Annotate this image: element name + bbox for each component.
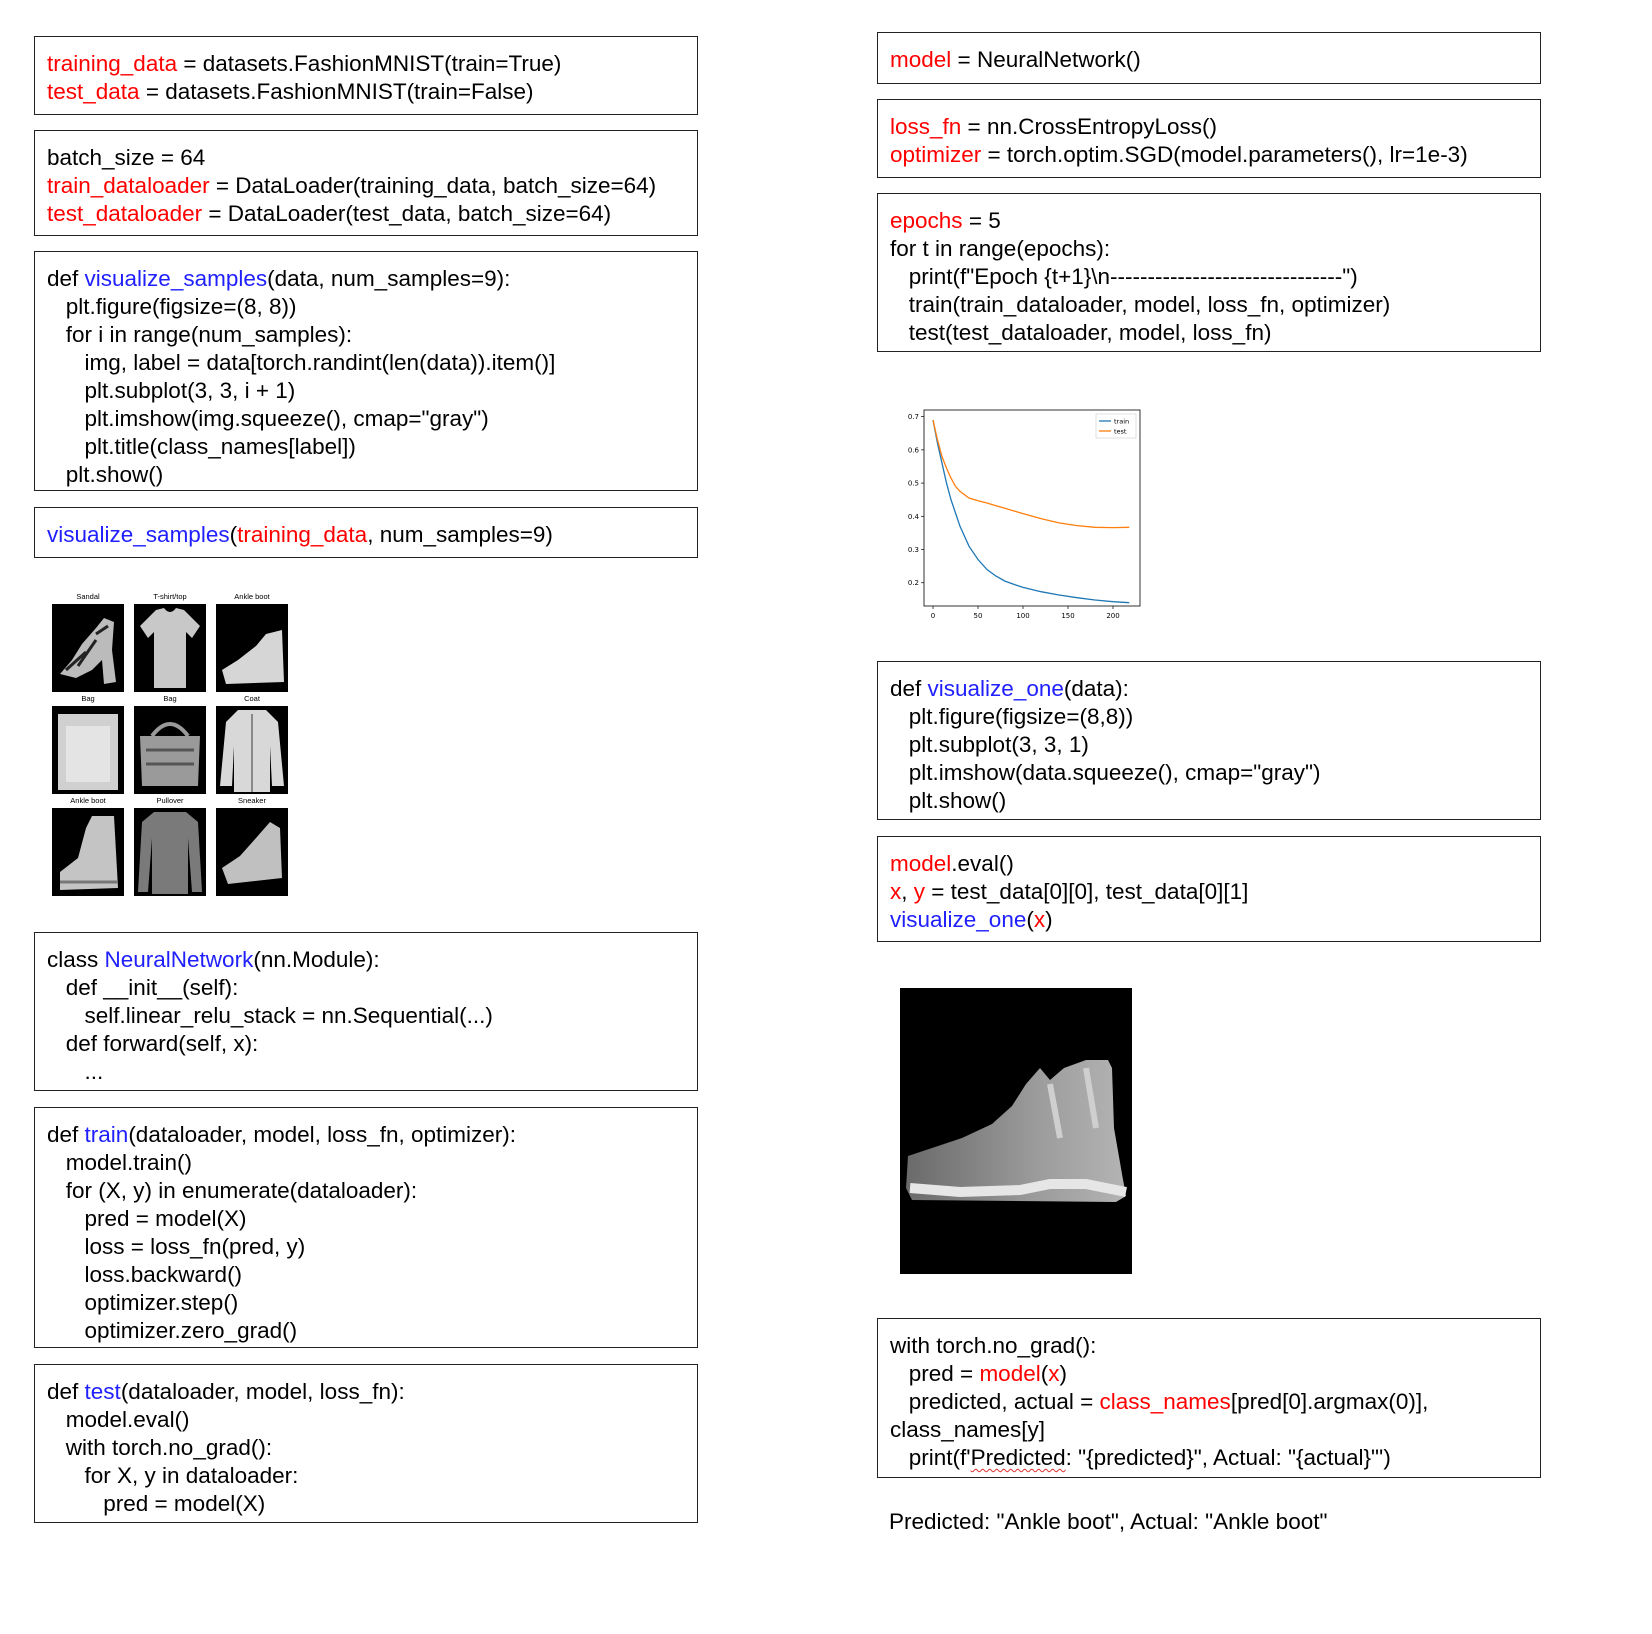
- sample-image: [216, 604, 288, 692]
- code-line: plt.imshow(data.squeeze(), cmap="gray"): [890, 760, 1321, 785]
- y-tick-label: 0.3: [907, 546, 919, 555]
- code-line: with torch.no_grad():: [47, 1435, 273, 1460]
- sample-title: Sandal: [76, 592, 100, 601]
- sample-image: [52, 604, 124, 692]
- sample-image: [134, 706, 206, 794]
- tshirt-image: [134, 604, 206, 692]
- code-line: pred = model(X): [47, 1206, 247, 1231]
- code-line: def visualize_samples(data, num_samples=9):: [47, 266, 511, 291]
- pullover-image: [134, 808, 206, 896]
- code-line: train(train_dataloader, model, loss_fn, optimizer): [890, 292, 1391, 317]
- x-tick-label: 100: [1016, 612, 1030, 620]
- code-cell-visualize-samples-def[interactable]: [34, 251, 698, 491]
- y-tick-label: 0.4: [907, 512, 919, 521]
- code-line: def train(dataloader, model, loss_fn, optimizer):: [47, 1122, 516, 1147]
- code-cell-epochs-loop[interactable]: [877, 193, 1541, 352]
- x-tick-label: 0: [930, 612, 936, 620]
- code-line: plt.subplot(3, 3, i + 1): [47, 378, 296, 403]
- code-line: test_data = datasets.FashionMNIST(train=False): [47, 79, 534, 104]
- code-line: model = NeuralNetwork(): [890, 47, 1141, 72]
- code-line: ...: [47, 1059, 104, 1084]
- sample-title: Bag: [81, 694, 95, 703]
- legend-label: test: [1114, 427, 1127, 436]
- sample-title: Coat: [244, 694, 260, 703]
- code-line: class NeuralNetwork(nn.Module):: [47, 947, 380, 972]
- code-cell-loss-optimizer[interactable]: [877, 99, 1541, 178]
- sample-title: Ankle boot: [234, 592, 270, 601]
- code-line: def test(dataloader, model, loss_fn):: [47, 1379, 405, 1404]
- code-line: for i in range(num_samples):: [47, 322, 353, 347]
- ankle-boot-image: [216, 604, 288, 692]
- code-line: def __init__(self):: [47, 975, 239, 1000]
- sneaker-image: [216, 808, 288, 896]
- ankle-boot-image: [52, 808, 124, 896]
- visualize-one-output-image: [900, 988, 1132, 1274]
- code-line: visualize_one(x): [890, 907, 1053, 932]
- ankle-boot-image: [900, 988, 1132, 1274]
- code-line: optimizer = torch.optim.SGD(model.parameters(), lr=1e-3): [890, 142, 1468, 167]
- loss-curve-chart: [890, 398, 1160, 630]
- y-tick-label: 0.5: [907, 479, 919, 488]
- code-line: class_names[y]: [890, 1417, 1046, 1442]
- code-line: test(test_dataloader, model, loss_fn): [890, 320, 1272, 345]
- code-line: for (X, y) in enumerate(dataloader):: [47, 1178, 418, 1203]
- sample-image: [52, 808, 124, 896]
- code-line: plt.show(): [47, 462, 164, 487]
- sandal-image: [52, 604, 124, 692]
- bag-image: [134, 706, 206, 794]
- code-line: plt.figure(figsize=(8,8)): [890, 704, 1134, 729]
- code-line: def forward(self, x):: [47, 1031, 259, 1056]
- code-line: visualize_samples(training_data, num_samples=9): [47, 522, 553, 547]
- sample-image: [134, 604, 206, 692]
- sample-title: Ankle boot: [70, 796, 106, 805]
- code-line: plt.show(): [890, 788, 1007, 813]
- sample-title: Bag: [163, 694, 177, 703]
- code-line: loss = loss_fn(pred, y): [47, 1234, 306, 1259]
- code-line: predicted, actual = class_names[pred[0].argmax(0)],: [890, 1389, 1429, 1414]
- code-line: pred = model(X): [47, 1491, 266, 1516]
- sample-title: T-shirt/top: [153, 592, 187, 601]
- code-line: for X, y in dataloader:: [47, 1463, 299, 1488]
- coat-image: [216, 706, 288, 794]
- chart-axes: [908, 410, 1140, 620]
- code-line: model.eval(): [47, 1407, 190, 1432]
- code-line: loss.backward(): [47, 1262, 243, 1287]
- legend-label: train: [1114, 417, 1130, 426]
- code-cell-model-init[interactable]: [877, 32, 1541, 84]
- code-line: training_data = datasets.FashionMNIST(train=True): [47, 51, 562, 76]
- code-line: optimizer.step(): [47, 1290, 239, 1315]
- code-line: plt.subplot(3, 3, 1): [890, 732, 1089, 757]
- code-cell-visualize-samples-call[interactable]: [34, 507, 698, 558]
- chart-legend: [1096, 414, 1136, 438]
- code-line: pred = model(x): [890, 1361, 1067, 1386]
- y-tick-label: 0.2: [907, 579, 919, 588]
- code-cell-train-def[interactable]: [34, 1107, 698, 1348]
- y-tick-label: 0.6: [907, 446, 919, 455]
- code-line: epochs = 5: [890, 208, 1001, 233]
- code-line: self.linear_relu_stack = nn.Sequential(...): [47, 1003, 493, 1028]
- code-cell-load-data[interactable]: [34, 36, 698, 115]
- code-line: model.train(): [47, 1150, 193, 1175]
- prediction-output: Predicted: "Ankle boot", Actual: "Ankle boot": [889, 1509, 1328, 1534]
- samples-grid-output: [40, 592, 300, 898]
- code-line: train_dataloader = DataLoader(training_data, batch_size=64): [47, 173, 657, 198]
- code-cell-eval-visualize[interactable]: [877, 836, 1541, 942]
- x-tick-label: 50: [973, 612, 983, 620]
- sample-image: [134, 808, 206, 896]
- code-line: def visualize_one(data):: [890, 676, 1129, 701]
- code-line: x, y = test_data[0][0], test_data[0][1]: [890, 879, 1249, 904]
- code-line: plt.figure(figsize=(8, 8)): [47, 294, 297, 319]
- code-line: model.eval(): [890, 851, 1014, 876]
- code-line: print(f"Epoch {t+1}\n-------------------------------"): [890, 264, 1358, 289]
- plot-frame: [924, 410, 1140, 606]
- bag-image: [52, 706, 124, 794]
- code-line: img, label = data[torch.randint(len(data)).item()]: [47, 350, 556, 375]
- code-line: test_dataloader = DataLoader(test_data, batch_size=64): [47, 201, 612, 226]
- sample-title: Pullover: [156, 796, 184, 805]
- code-cell-predict[interactable]: [877, 1318, 1541, 1478]
- code-cell-test-def[interactable]: [34, 1364, 698, 1523]
- code-line: batch_size = 64: [47, 145, 206, 170]
- code-line: optimizer.zero_grad(): [47, 1318, 298, 1343]
- sample-title: Sneaker: [238, 796, 266, 805]
- sample-image: [52, 706, 124, 794]
- x-tick-label: 200: [1106, 612, 1120, 620]
- code-line: with torch.no_grad():: [890, 1333, 1097, 1358]
- sample-image: [216, 808, 288, 896]
- code-line: plt.title(class_names[label]): [47, 434, 356, 459]
- code-line: for t in range(epochs):: [890, 236, 1111, 261]
- code-cell-neural-network-class[interactable]: [34, 932, 698, 1091]
- code-line: print(f'Predicted: "{predicted}", Actual: "{actual}"'): [890, 1445, 1391, 1470]
- code-line: loss_fn = nn.CrossEntropyLoss(): [890, 114, 1218, 139]
- y-tick-label: 0.7: [907, 413, 919, 422]
- code-line: plt.imshow(img.squeeze(), cmap="gray"): [47, 406, 489, 431]
- code-cell-dataloaders[interactable]: [34, 130, 698, 236]
- code-cell-visualize-one-def[interactable]: [877, 661, 1541, 820]
- x-tick-label: 150: [1061, 612, 1075, 620]
- sample-image: [216, 706, 288, 794]
